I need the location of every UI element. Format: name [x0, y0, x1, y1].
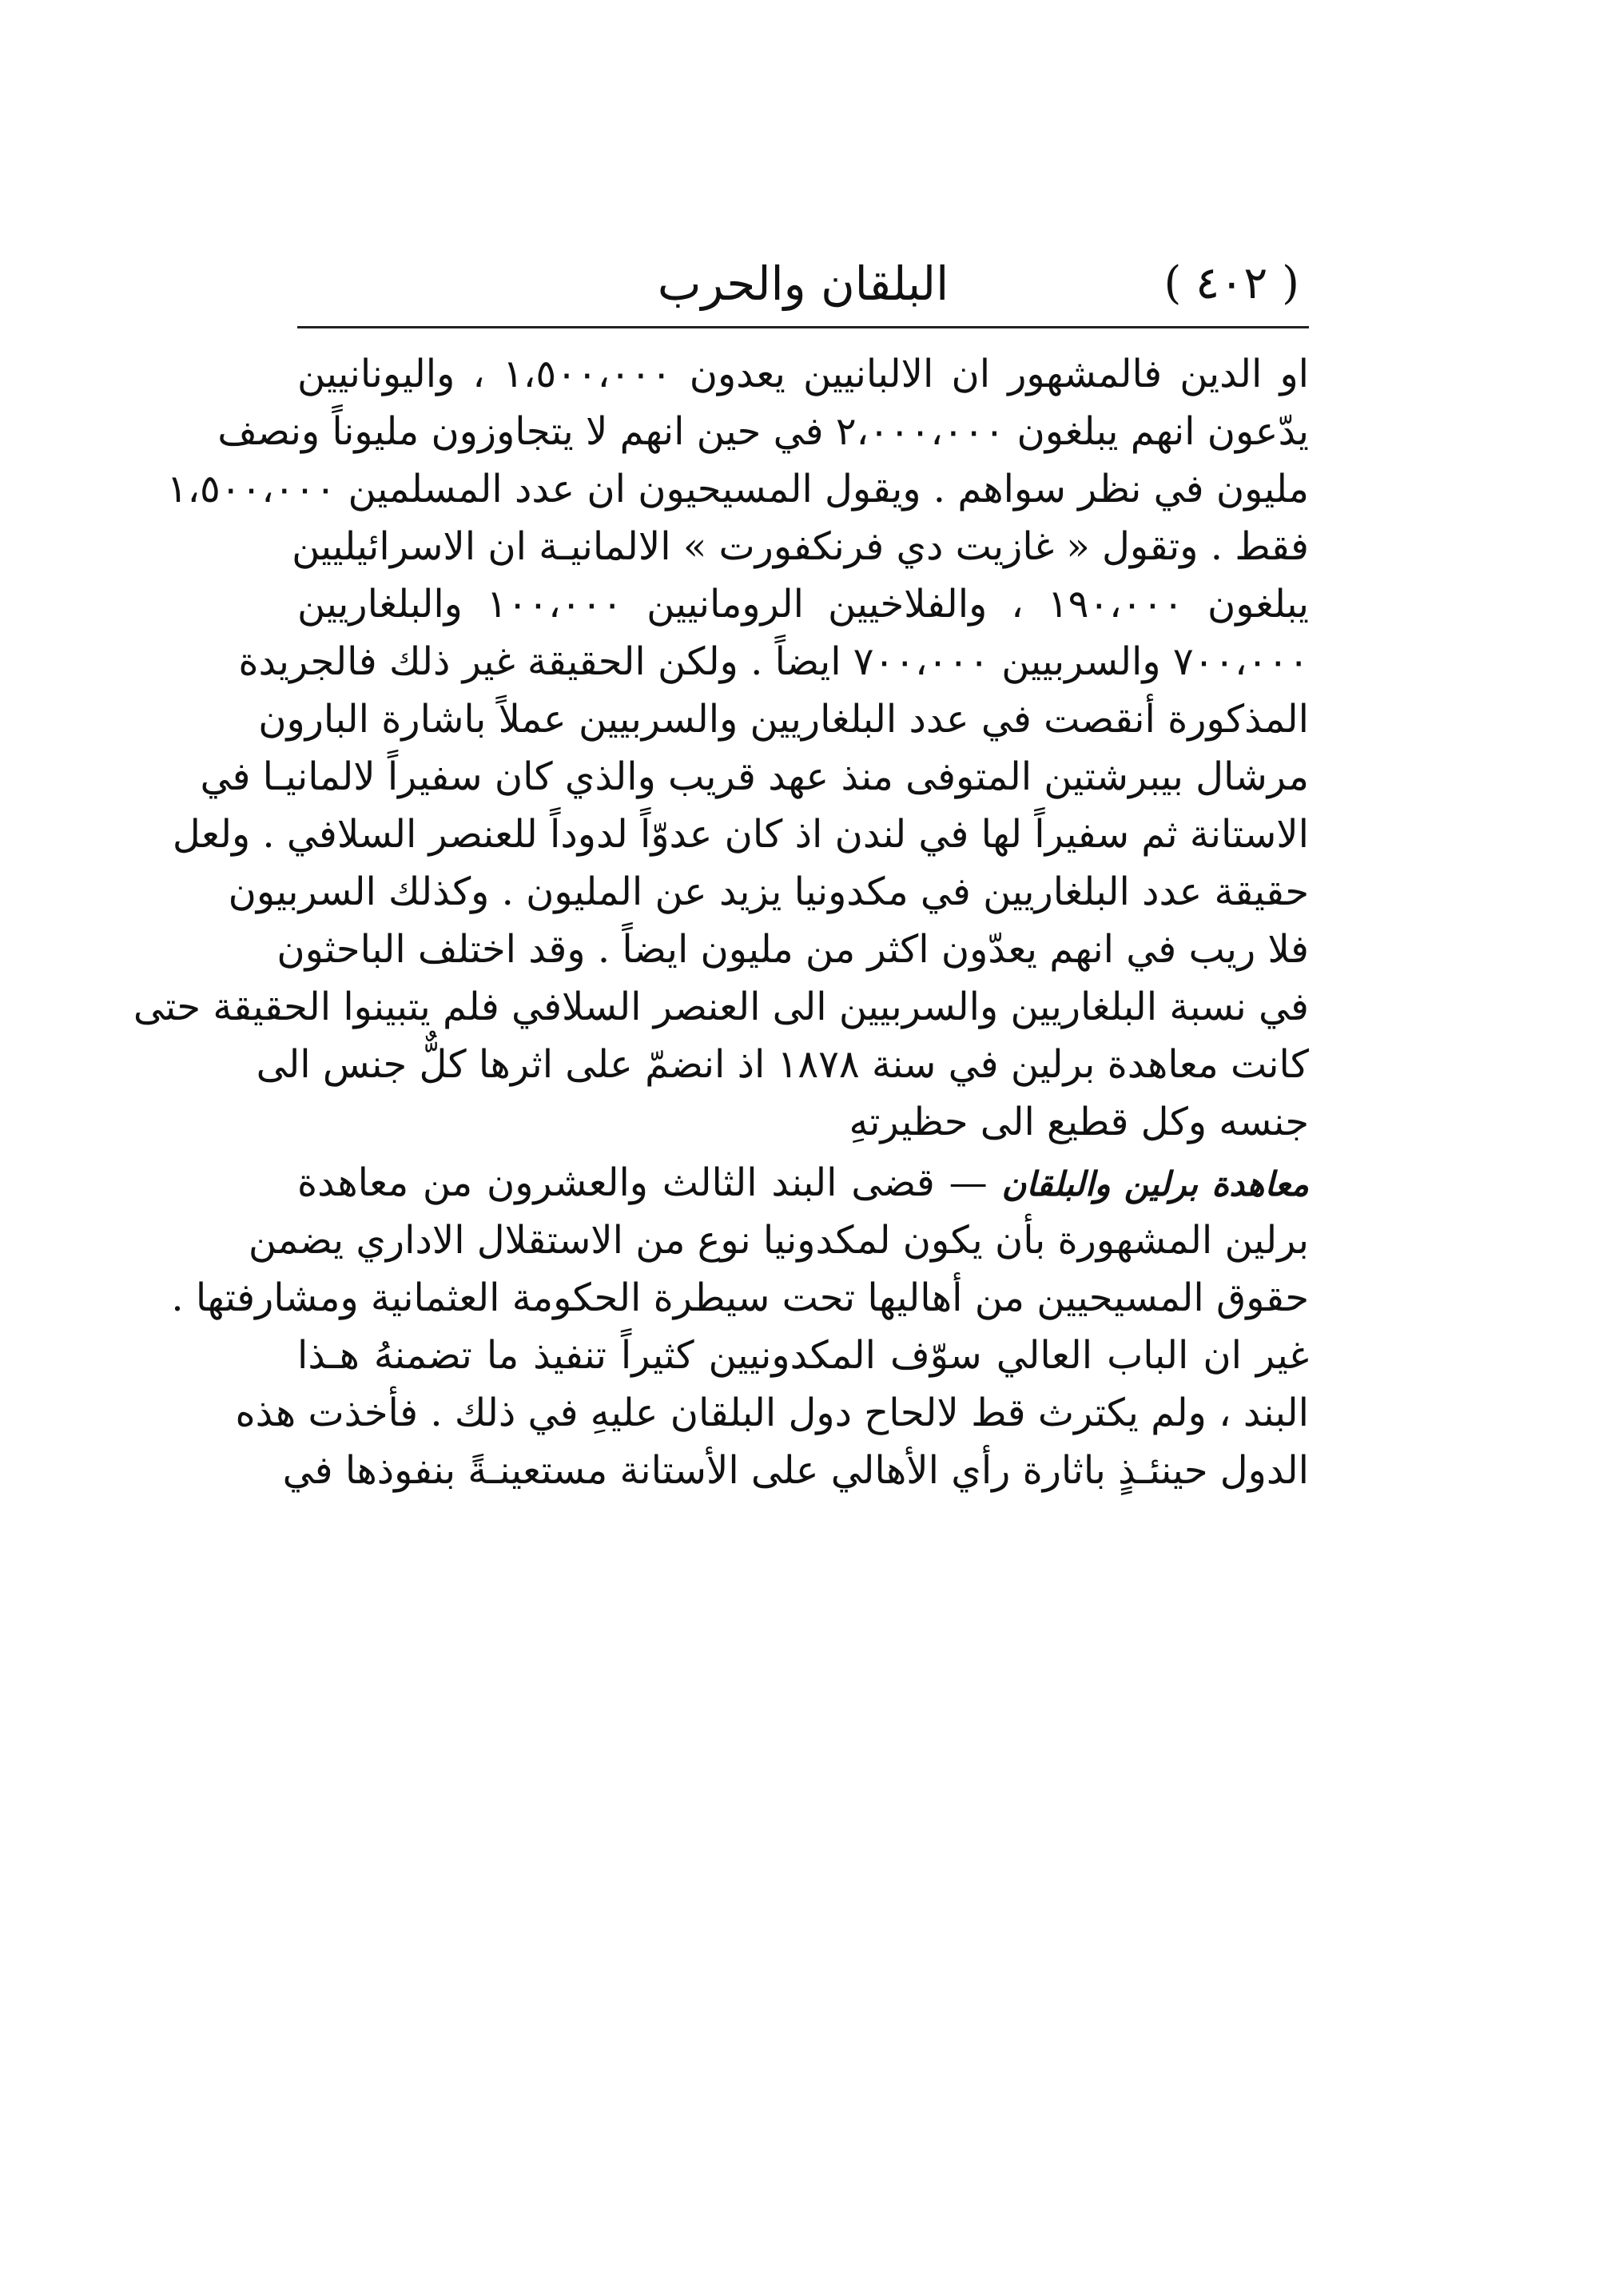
paragraph-lead-line	[297, 1154, 1309, 1212]
text-line: يدّعون انهم يبلغون ٢،٠٠٠،٠٠٠ في حين انهم لا يتجاوزون مليوناً ونصف	[217, 409, 1309, 454]
text-line: كانت معاهدة برلين في سنة ١٨٧٨ اذ انضمّ على اثرها كلٌّ جنس الى	[256, 1042, 1309, 1087]
text-line: ٧٠٠،٠٠٠ والسربيين ٧٠٠،٠٠٠ ايضاً . ولكن الحقيقة غير ذلك فالجريدة	[238, 639, 1309, 684]
text-line: حقوق المسيحيين من أهاليها تحت سيطرة الحكومة العثمانية ومشارفتها .	[171, 1275, 1309, 1320]
text-line: حقيقة عدد البلغاريين في مكدونيا يزيد عن المليون . وكذلك السربيون	[228, 869, 1309, 914]
text-line: غير ان الباب العالي سوّف المكدونيين كثيراً تنفيذ ما تضمنهُ هـذا	[297, 1333, 1309, 1378]
text-line: يبلغون ١٩٠،٠٠٠ ، والفلاخيين الرومانيين ١٠٠،٠٠٠ والبلغاريين	[297, 582, 1309, 627]
text-line: برلين المشهورة بأن يكون لمكدونيا نوع من الاستقلال الاداري يضمن	[248, 1218, 1309, 1263]
text-line: مرشال بيبرشتين المتوفى منذ عهد قريب والذي كان سفيراً لالمانيـا في	[200, 754, 1309, 799]
text-line: البند ، ولم يكترث قط لالحاح دول البلقان عليهِ في ذلك . فأخذت هذه	[235, 1391, 1309, 1435]
text-line: الاستانة ثم سفيراً لها في لندن اذ كان عدوّاً لدوداً للعنصر السلافي . ولعل	[172, 812, 1309, 857]
page-number: ( ٤٠٢ )	[1163, 257, 1299, 309]
text-line: في نسبة البلغاريين والسربيين الى العنصر السلافي فلم يتبينوا الحقيقة حتى	[133, 985, 1309, 1029]
section-heading: معاهدة برلين والبلقان	[1001, 1164, 1310, 1204]
header-divider	[297, 326, 1309, 328]
paragraph-2	[171, 1154, 1310, 1499]
lead-text: — قضى البند الثالث والعشرون من معاهدة	[297, 1160, 1002, 1205]
text-line: الدول حينئـذٍ باثارة رأي الأهالي على الأستانة مستعينـةً بنفوذها في	[282, 1448, 1309, 1493]
text-line: جنسه وكل قطيع الى حظيرتهِ	[849, 1100, 1309, 1144]
running-title: البلقان والحرب	[657, 257, 949, 311]
text-line: فلا ريب في انهم يعدّون اكثر من مليون ايضاً . وقد اختلف الباحثون	[276, 927, 1309, 972]
paragraph-1	[133, 345, 1309, 1151]
text-line: او الدين فالمشهور ان الالبانيين يعدون ١،٥٠٠،٠٠٠ ، واليونانيين	[297, 352, 1309, 396]
text-line: فقط . وتقول « غازيت دي فرنكفورت » الالمانيـة ان الاسرائيليين	[292, 524, 1309, 569]
body-text	[133, 345, 1310, 1499]
text-line: المذكورة أنقصت في عدد البلغاريين والسربيين عملاً باشارة البارون	[258, 697, 1309, 742]
page-header	[297, 244, 1309, 332]
text-line: مليون في نظر سواهم . ويقول المسيحيون ان عدد المسلمين ١،٥٠٠،٠٠٠	[166, 467, 1309, 511]
